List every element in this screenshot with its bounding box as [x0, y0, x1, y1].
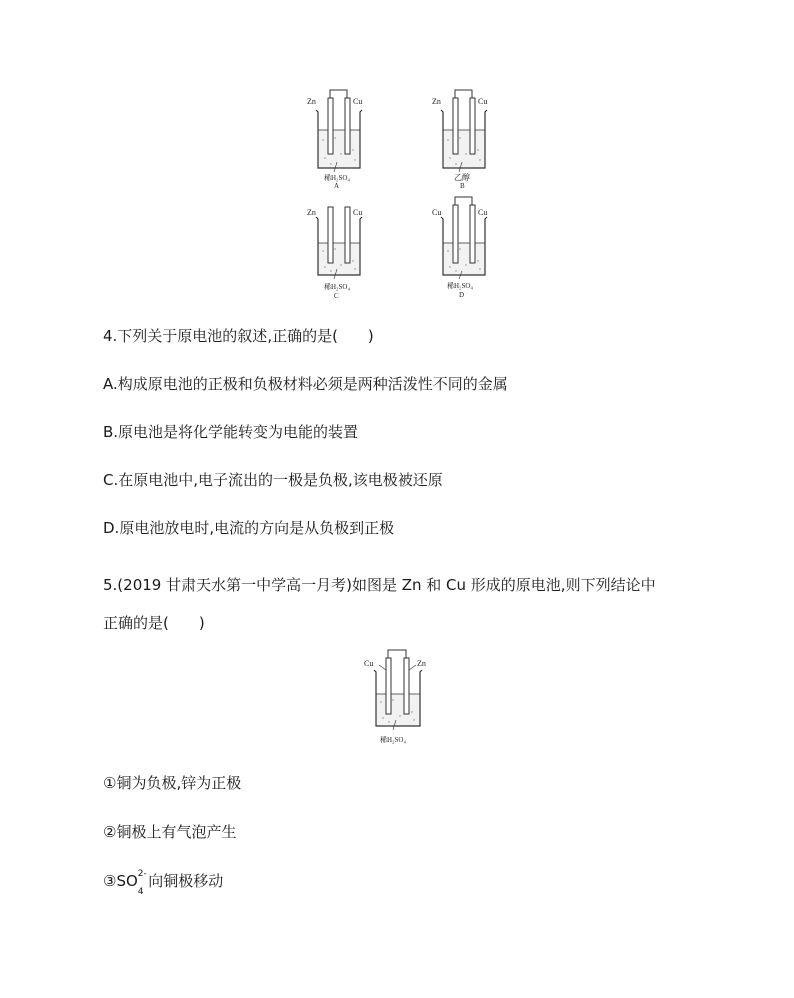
- question-5-stem-line-2: 正确的是( ): [103, 614, 205, 632]
- question-4-option-b: B.原电池是将化学能转变为电能的装置: [103, 423, 359, 441]
- question-4-option-c: C.在原电池中,电子流出的一极是负极,该电极被还原: [103, 471, 443, 489]
- beaker-diagram-a: [305, 88, 375, 193]
- solution-label: 稀H₂SO₄: [447, 282, 473, 290]
- electrode-left-label: Cu: [432, 208, 442, 217]
- beaker-diagram-b: [430, 88, 500, 193]
- electrode-left-label: Cu: [364, 659, 374, 668]
- figure-a: [305, 88, 375, 193]
- question-4-option-d: D.原电池放电时,电流的方向是从负极到正极: [103, 519, 395, 537]
- electrode-right-label: Cu: [478, 97, 488, 106]
- electrode-right-label: Cu: [478, 208, 488, 217]
- sulfate-ion: SO: [116, 872, 138, 890]
- question-5-stem-line-1: 5.(2019 甘肃天水第一中学高一月考)如图是 Zn 和 Cu 形成的原电池,则下列结论中: [103, 576, 656, 594]
- solution-label: 乙醇: [454, 173, 470, 182]
- solution-label: 稀H₂SO₄: [324, 174, 350, 182]
- beaker-diagram-d: [430, 195, 500, 300]
- question-4-option-a: A.构成原电池的正极和负极材料必须是两种活泼性不同的金属: [103, 375, 508, 393]
- statement-3-prefix: ③: [103, 872, 117, 890]
- figure-letter: C: [334, 292, 339, 300]
- electrode-left-label: Zn: [307, 97, 316, 106]
- statement-3: [103, 871, 223, 898]
- electrode-right-label: Zn: [417, 659, 426, 668]
- beaker-diagram-q5: [362, 648, 436, 748]
- electrode-right-label: Cu: [353, 97, 363, 106]
- electrode-left-label: Zn: [432, 97, 441, 106]
- question-5-stem: [103, 566, 703, 642]
- beaker-diagram-c: [305, 199, 375, 304]
- figure-b: [430, 88, 500, 193]
- figure-c: [305, 199, 375, 304]
- figure-d: [430, 195, 500, 300]
- statement-1: ①铜为负极,锌为正极: [103, 774, 242, 792]
- electrode-right-label: Cu: [353, 208, 363, 217]
- statement-2: ②铜极上有气泡产生: [103, 823, 237, 841]
- figure-letter: B: [460, 182, 465, 190]
- statement-3-text: 向铜极移动: [148, 872, 224, 890]
- solution-label: 稀H₂SO₄: [324, 283, 350, 291]
- ion-charge: 2-: [137, 869, 147, 879]
- ion-subscript: 4: [137, 887, 144, 897]
- electrode-left-label: Zn: [307, 208, 316, 217]
- sulfate-ion-indices: [137, 869, 147, 898]
- figure-letter: A: [334, 182, 340, 190]
- solution-label: 稀H₂SO₄: [380, 736, 406, 744]
- question-4-stem: 4.下列关于原电池的叙述,正确的是( ): [103, 327, 374, 345]
- figure-letter: D: [459, 291, 465, 299]
- figure-q5: [362, 648, 436, 748]
